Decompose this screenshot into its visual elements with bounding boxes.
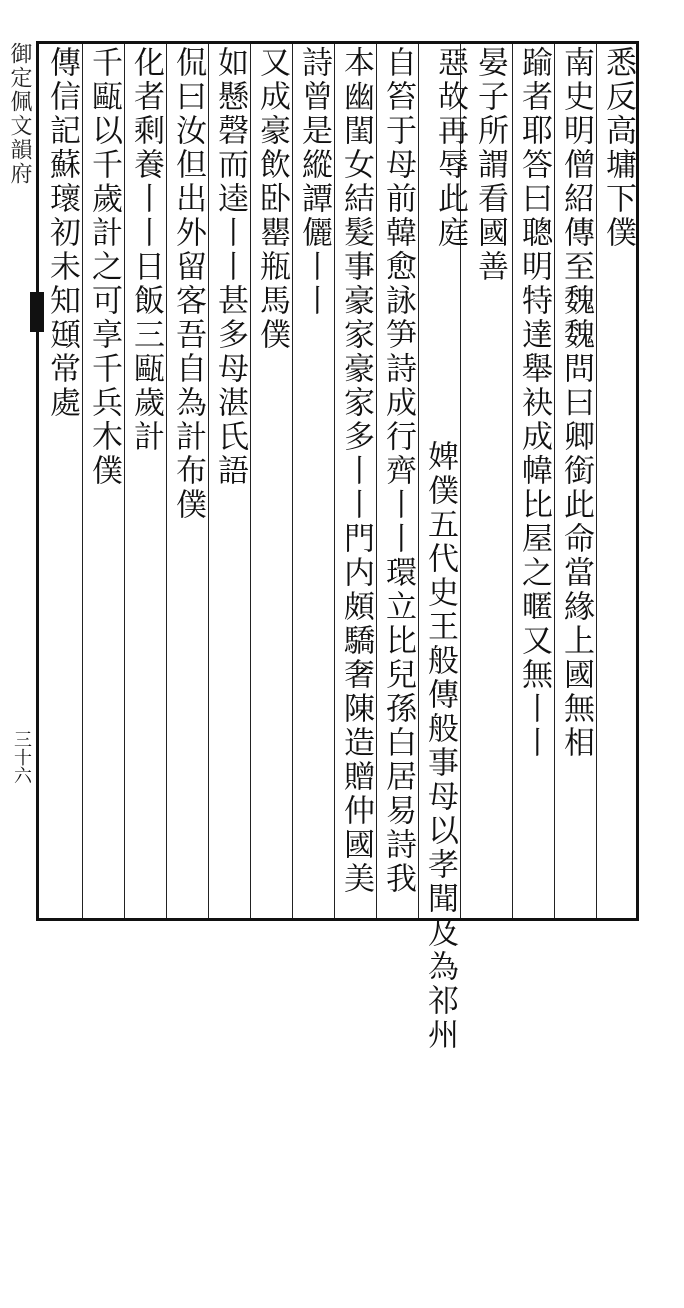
text-column: 又成豪飲卧罌瓶馬僕 <box>254 46 290 352</box>
text-column: 如懸磬而逵丨丨甚多母湛氏語 <box>212 46 248 488</box>
column-rule <box>166 44 167 918</box>
column-rule <box>512 44 513 918</box>
text-column: 晏子所謂看國善 <box>472 46 508 284</box>
book-title-margin: 御定佩文韻府 <box>7 42 32 186</box>
fish-tail-mark <box>30 292 44 332</box>
text-column: 婢僕五代史王般傳般事母以孝聞及為祁州 <box>422 440 458 1052</box>
text-column: 悉反高墉下僕 <box>600 46 636 250</box>
column-rule <box>418 44 419 918</box>
frame-bottom-border <box>36 918 638 921</box>
column-rule <box>124 44 125 918</box>
column-rule <box>554 44 555 918</box>
column-rule <box>334 44 335 918</box>
frame-left-border <box>36 41 39 921</box>
text-column: 踰者耶答曰聰明特達舉袂成幃比屋之暱又無丨丨 <box>516 46 552 760</box>
text-column: 化者剩養丨丨日飯三甌歲計 <box>128 46 164 454</box>
column-rule <box>250 44 251 918</box>
column-rule <box>292 44 293 918</box>
text-column: 詩曾是縱譚儷丨丨 <box>296 46 332 318</box>
text-column: 千甌以千歲計之可享千兵木僕 <box>86 46 122 488</box>
text-column: 侃曰汝但出外留客吾自為計布僕 <box>170 46 206 522</box>
column-rule <box>596 44 597 918</box>
column-rule <box>376 44 377 918</box>
text-column: 惡故再辱此庭 <box>432 46 468 250</box>
column-rule <box>82 44 83 918</box>
text-column: 自笞于母前韓愈詠笋詩成行齊丨丨環立比兒孫白居易詩我 <box>380 46 416 896</box>
text-column: 傳信記蘇瓌初未知頲常處 <box>44 46 80 420</box>
column-rule <box>208 44 209 918</box>
frame-top-border <box>36 41 638 44</box>
folio-number: 三十六 <box>11 730 32 784</box>
text-column: 南史明僧紹傳至魏魏問曰卿銜此命當緣上國無相 <box>558 46 594 760</box>
text-column: 本幽閨女結髮事豪家豪家多丨丨門内頗驕奢陳造贈仲國美 <box>338 46 374 896</box>
